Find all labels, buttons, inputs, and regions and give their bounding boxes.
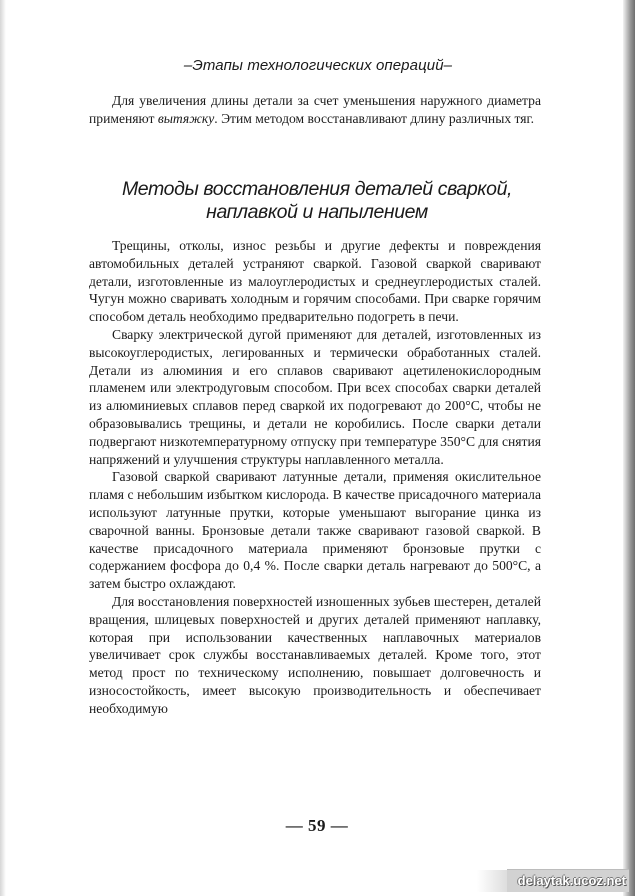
paragraph-2: Сварку электрической дугой применяют для деталей, изготовленных из высокоуглеродистых, легированных и термически обработанных сталей. Детали из алюминия и его сплавов сваривают ацетиленокислородным пламенем или электродуговым способом. При всех способах сварки деталей из алюминиевых сплавов перед сваркой их подогревают до 200°С, чтобы не образовывались трещины, и детали не коробились. После сварки детали подвергают низкотемпературному отпуску при температуре 350°С для снятия напряжений и улучшения структуры наплавленного металла. <box>89 326 541 467</box>
paragraph-1: Трещины, отколы, износ резьбы и другие дефекты и повреждения автомобильных деталей устраняют сваркой. Газовой сваркой сваривают детали, изготовленные из малоуглеродистых и среднеуглеродистых сталей. Чугун можно сваривать холодным и горячим способами. При сварке горячим способом деталь необходимо предварительно подогреть в печи. <box>89 238 541 325</box>
page-number: — 59 — <box>285 816 349 835</box>
watermark <box>507 869 629 892</box>
intro-emphasis: вытяжку <box>157 110 215 126</box>
watermark-text: delaytak.ucoz.net <box>517 873 626 888</box>
intro-text <box>89 92 541 128</box>
paragraph-3: Газовой сваркой сваривают латунные детали, применяя окислительное пламя с небольшим избытком кислорода. В качестве присадочного материала используют латунные прутки, которые уменьшают выгорание цинка из сварочной ванны. Бронзовые детали также сваривают газовой сваркой. В качестве присадочного материала применяют бронзовые прутки с содержанием фосфора до 0,4 %. После сварки деталь нагревают до 500°С, а затем быстро охлаждают. <box>89 469 541 592</box>
intro-text-before: Для увеличения длины детали за счет уменьшения наружного диаметра применяют <box>89 93 541 126</box>
page-left-edge <box>0 0 6 896</box>
intro-paragraph <box>89 92 541 128</box>
section-body <box>89 237 541 718</box>
paragraph-4: Для восстановления поверхностей изношенных зубьев шестерен, деталей вращения, шлицевых поверхностей и других деталей применяют наплавку, которая при использовании качественных наплавочных материалов увеличивает срок службы восстанавливаемых деталей. Кроме того, этот метод прост по техническому исполнению, повышает долговечность и износостойкость, имеет высокую производительность и обеспечивает необходимую <box>89 593 541 716</box>
section-heading <box>89 178 545 224</box>
intro-text-after: . Этим методом восстанавливают длину различных тяг. <box>214 110 534 126</box>
running-head: –Этапы технологических операций– <box>183 57 453 74</box>
section-heading-line-2: наплавкой и напылением <box>206 201 428 223</box>
page-right-edge <box>623 0 635 896</box>
section-heading-line-1: Методы восстановления деталей сваркой, <box>121 178 513 200</box>
